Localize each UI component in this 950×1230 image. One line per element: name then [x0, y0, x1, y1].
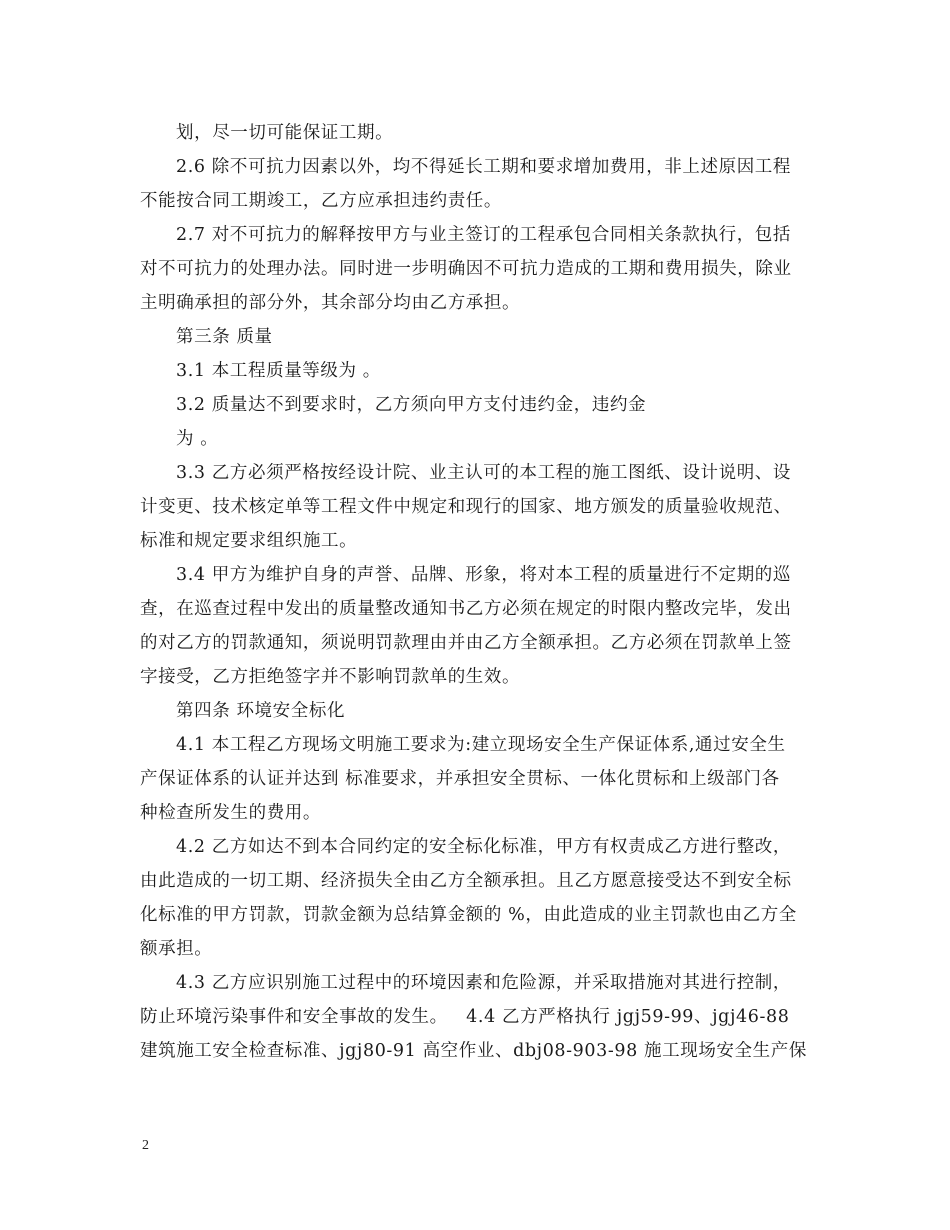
text-line: 防止环境污染事件和安全事故的发生。 4.4 乙方严格执行 jgj59-99、jgj46-88 — [140, 1007, 790, 1027]
text-line: 2.7 对不可抗力的解释按甲方与业主签订的工程承包合同相关条款执行，包括 — [176, 225, 791, 245]
text-line: 化标准的甲方罚款，罚款金额为总结算金额的 %，由此造成的业主罚款也由乙方全 — [140, 905, 797, 925]
text-line: 3.1 本工程质量等级为 。 — [176, 361, 381, 381]
text-line: 种检查所发生的费用。 — [140, 803, 321, 823]
text-line: 字接受，乙方拒绝签字并不影响罚款单的生效。 — [140, 667, 521, 687]
text-line: 由此造成的一切工期、经济损失全由乙方全额承担。且乙方愿意接受达不到安全标 — [140, 871, 792, 891]
text-line: 查，在巡查过程中发出的质量整改通知书乙方必须在规定的时限内整改完毕，发出 — [140, 599, 792, 619]
text-line: 4.1 本工程乙方现场文明施工要求为:建立现场安全生产保证体系,通过安全生 — [176, 735, 786, 755]
text-line: 计变更、技术核定单等工程文件中规定和现行的国家、地方颁发的质量验收规范、 — [140, 497, 792, 517]
text-line: 标准和规定要求组织施工。 — [140, 531, 358, 551]
text-line: 4.3 乙方应识别施工过程中的环境因素和危险源，并采取措施对其进行控制， — [176, 973, 791, 993]
text-line: 3.4 甲方为维护自身的声誉、品牌、形象，将对本工程的质量进行不定期的巡 — [176, 565, 791, 585]
text-line: 为 。 — [176, 429, 219, 449]
text-line: 额承担。 — [140, 939, 213, 959]
text-line: 3.2 质量达不到要求时，乙方须向甲方支付违约金，违约金 — [176, 395, 647, 415]
text-line: 产保证体系的认证并达到 标准要求，并承担安全贯标、一体化贯标和上级部门各 — [140, 769, 780, 789]
text-line: 建筑施工安全检查标准、jgj80-91 高空作业、dbj08-903-98 施工现场安全生产保 — [140, 1041, 807, 1061]
text-line: 3.3 乙方必须严格按经设计院、业主认可的本工程的施工图纸、设计说明、设 — [176, 463, 791, 483]
section-heading: 第三条 质量 — [176, 327, 273, 347]
text-line: 不能按合同工期竣工，乙方应承担违约责任。 — [140, 191, 502, 211]
text-line: 主明确承担的部分外，其余部分均由乙方承担。 — [140, 293, 521, 313]
text-line: 2.6 除不可抗力因素以外，均不得延长工期和要求增加费用，非上述原因工程 — [176, 157, 791, 177]
text-line: 划，尽一切可能保证工期。 — [176, 123, 394, 143]
text-line: 对不可抗力的处理办法。同时进一步明确因不可抗力造成的工期和费用损失，除业 — [140, 259, 792, 279]
section-heading: 第四条 环境安全标化 — [176, 701, 346, 721]
page-number: 2 — [142, 1138, 149, 1153]
document-body — [140, 116, 812, 1068]
text-line: 4.2 乙方如达不到本合同约定的安全标化标准，甲方有权责成乙方进行整改， — [176, 837, 791, 857]
text-line: 的对乙方的罚款通知，须说明罚款理由并由乙方全额承担。乙方必须在罚款单上签 — [140, 633, 792, 653]
